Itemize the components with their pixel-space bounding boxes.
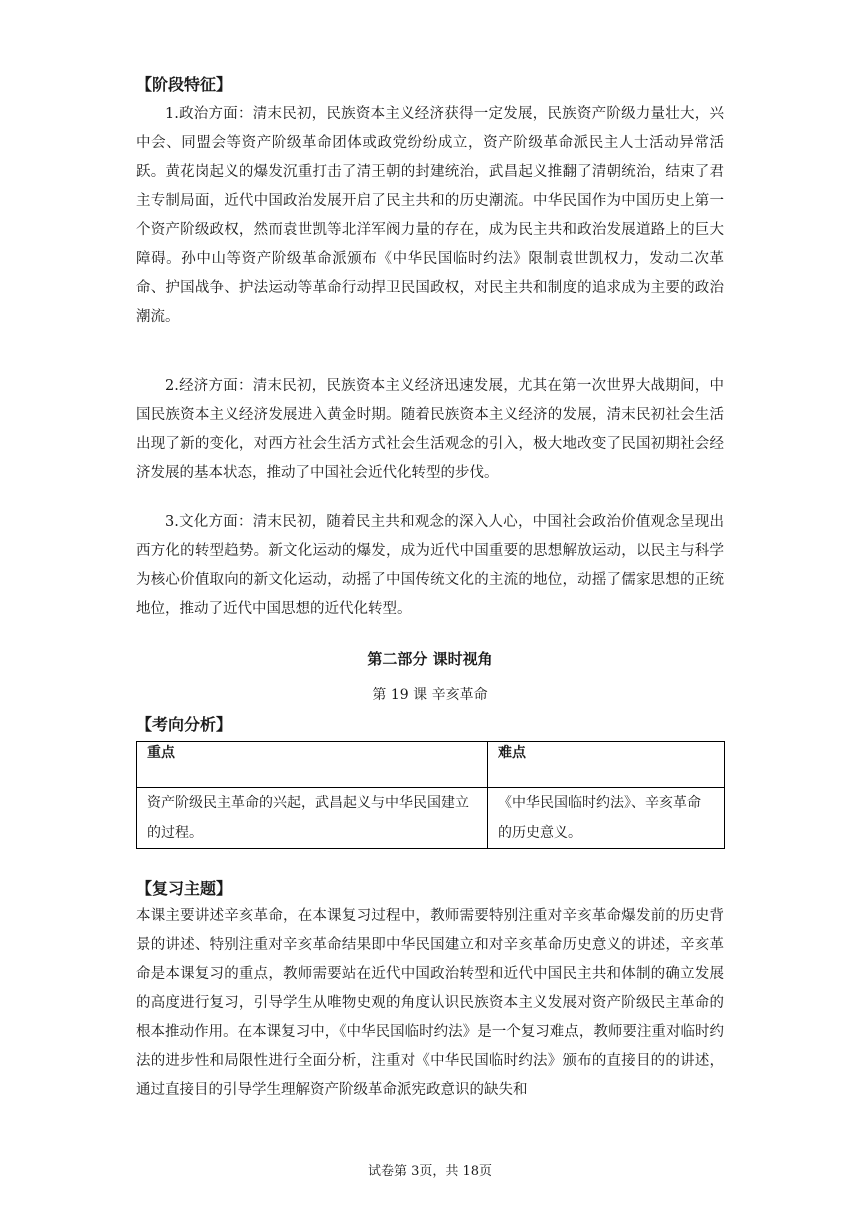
difficult-points-cell: 《中华民国临时约法》、辛亥革命的历史意义。 [488, 788, 725, 849]
exam-analysis-heading: 【考向分析】 [136, 715, 233, 734]
difficult-points-header: 难点 [488, 742, 725, 788]
table-row [137, 788, 725, 849]
culture-paragraph: 3.文化方面：清末民初，随着民主共和观念的深入人心，中国社会政治价值观念呈现出西方化的转型趋势。新文化运动的爆发，成为近代中国重要的思想解放运动，以民主与科学为核心价值取向的新文化运动，动摇了中国传统文化的主流的地位，动摇了儒家思想的正统地位，推动了近代中国思想的近代化转型。 [136, 514, 724, 617]
page-footer: 试卷第 3页，共 18页 [367, 1164, 493, 1179]
politics-paragraph: 1.政治方面：清末民初，民族资本主义经济获得一定发展，民族资产阶级力量壮大，兴中会、同盟会等资产阶级革命团体或政党纷纷成立，资产阶级革命派民主人士活动异常活跃。黄花岗起义的爆发沉重打击了清王朝的封建统治，武昌起义推翻了清朝统治，结束了君主专制局面，近代中国政治发展开启了民主共和的历史潮流。中华民国作为中国历史上第一个资产阶级政权，然而袁世凯等北洋军阀力量的存在，成为民主共和政治发展道路上的巨大障碍。孙中山等资产阶级革命派颁布《中华民国临时约法》限制袁世凯权力，发动二次革命、护国战争、护法运动等革命行动捍卫民国政权，对民主共和制度的追求成为主要的政治潮流。 [136, 106, 724, 325]
economy-paragraph: 2.经济方面：清末民初，民族资本主义经济迅速发展，尤其在第一次世界大战期间，中国民族资本主义经济发展进入黄金时期。随着民族资本主义经济的发展，清末民初社会生活出现了新的变化，对西方社会生活方式社会生活观念的引入，极大地改变了民国初期社会经济发展的基本状态，推动了中国社会近代化转型的步伐。 [136, 378, 724, 481]
stage-features-heading: 【阶段特征】 [136, 75, 233, 94]
review-theme-heading: 【复习主题】 [136, 879, 233, 898]
key-points-header: 重点 [137, 742, 488, 788]
key-points-cell: 资产阶级民主革命的兴起，武昌起义与中华民国建立的过程。 [137, 788, 488, 849]
lesson-title: 第 19 课 辛亥革命 [372, 687, 488, 703]
review-theme-paragraph: 本课主要讲述辛亥革命，在本课复习过程中，教师需要特别注重对辛亥革命爆发前的历史背景的讲述、特别注重对辛亥革命结果即中华民国建立和对辛亥革命历史意义的讲述，辛亥革命是本课复习的重点，教师需要站在近代中国政治转型和近代中国民主共和体制的确立发展的高度进行复习，引导学生从唯物史观的角度认识民族资本主义发展对资产阶级民主革命的根本推动作用。在本课复习中，《中华民国临时约法》是一个复习难点，教师要注重对临时约法的进步性和局限性进行全面分析，注重对《中华民国临时约法》颁布的直接目的的讲述，通过直接目的引导学生理解资产阶级革命派宪政意识的缺失和 [136, 908, 724, 1098]
part-title: 第二部分 课时视角 [367, 650, 493, 668]
exam-analysis-table [136, 741, 725, 849]
table-header-row [137, 742, 725, 788]
